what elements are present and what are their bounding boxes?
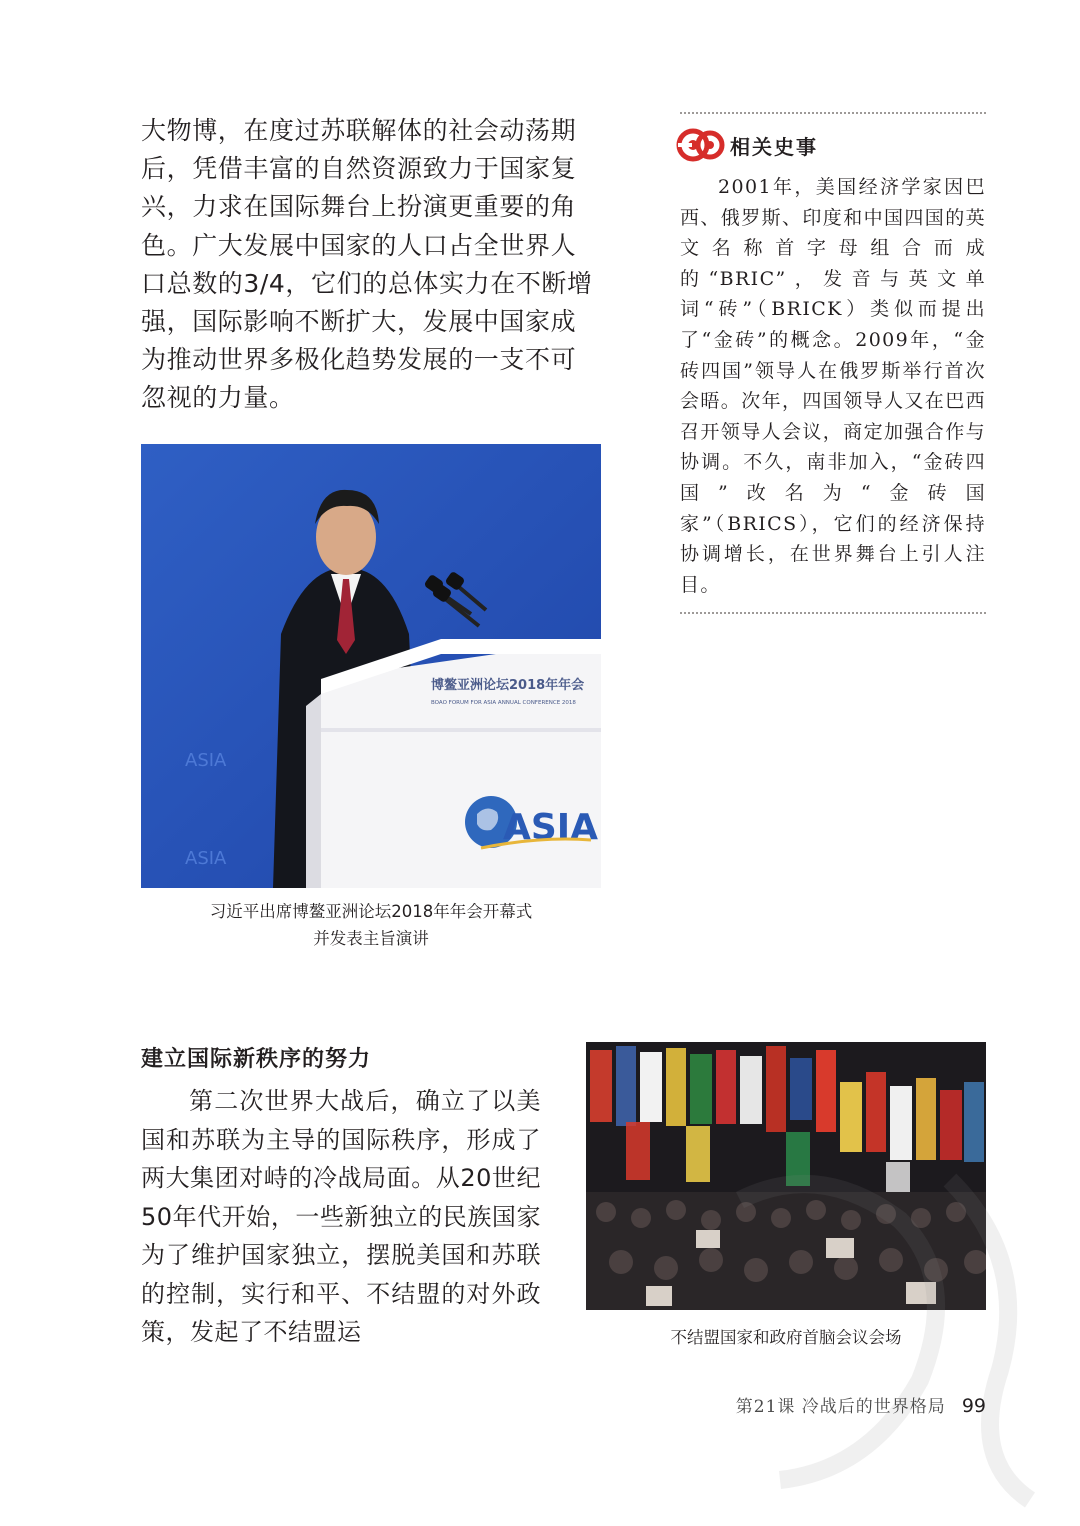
text-line: 忽视的力量。 [141, 383, 295, 413]
divider [680, 112, 986, 114]
section-paragraph [141, 1082, 541, 1352]
caption-line: 习近平出席博鳌亚洲论坛2018年年会开幕式 [209, 902, 533, 921]
text-line: 强，国际影响不断扩大，发展中国家成 [141, 307, 577, 337]
section-title: 建立国际新秩序的努力 [141, 1047, 372, 1072]
speech-photo [141, 444, 601, 888]
page-footer [700, 1392, 986, 1417]
text-line: 后，凭借丰富的自然资源致力于国家复 [141, 154, 577, 184]
text-line: 为推动世界多极化趋势发展的一支不可 [141, 345, 577, 375]
sidebar-title: 相关史事 [730, 134, 818, 159]
text-line: 色。广大发展中国家的人口占全世界人 [141, 230, 577, 260]
sidebar-body: 2001年，美国经济学家因巴西、俄罗斯、印度和中国四国的英文名称首字母组合而成的“BRIC”，发音与英文单词“砖”（BRICK）类似而提出了“金砖”的概念。2009年，“金砖四国”领导人在俄罗斯举行首次会晤。次年，四国领导人又在巴西召开领导人会议，商定加强合作与协调。不久，南非加入，“金砖四国”改名为“金砖国家”（BRICS），它们的经济保持协调增长，在世界舞台上引人注目。 [680, 176, 987, 596]
text-line: 大物博，在度过苏联解体的社会动荡期 [141, 116, 577, 145]
watermark-icon [700, 1140, 1070, 1520]
svg-text:ASIA: ASIA [185, 848, 227, 869]
divider [680, 612, 986, 614]
photo1-caption [141, 898, 601, 952]
asia-logo-text: ASIA [503, 807, 599, 848]
spiral-logo-icon [676, 123, 726, 167]
section-text: 第二次世界大战后，确立了以美国和苏联为主导的国际秩序，形成了两大集团对峙的冷战局面。从20世纪50年代开始，一些新独立的民族国家为了维护国家独立，摆脱美国和苏联的控制，实行和平、不结盟的对外政策，发起了不结盟运 [141, 1087, 541, 1346]
page-number: 99 [961, 1395, 986, 1417]
text-line: 兴，力求在国际舞台上扮演更重要的角 [141, 192, 577, 222]
caption-line: 并发表主旨演讲 [313, 929, 429, 948]
sidebar-header [680, 118, 986, 172]
text-line: 口总数的3/4，它们的总体实力在不断增 [141, 268, 593, 298]
photo2-caption: 不结盟国家和政府首脑会议会场 [670, 1328, 902, 1347]
lesson-title: 第21课 冷战后的世界格局 [735, 1397, 946, 1417]
main-paragraph [141, 112, 601, 418]
podium-subtext: BOAO FORUM FOR ASIA ANNUAL CONFERENCE 2018 [431, 700, 576, 706]
related-history-box [680, 112, 986, 614]
svg-text:ASIA: ASIA [185, 750, 227, 771]
podium-text: 博鳌亚洲论坛2018年年会 [431, 678, 585, 693]
